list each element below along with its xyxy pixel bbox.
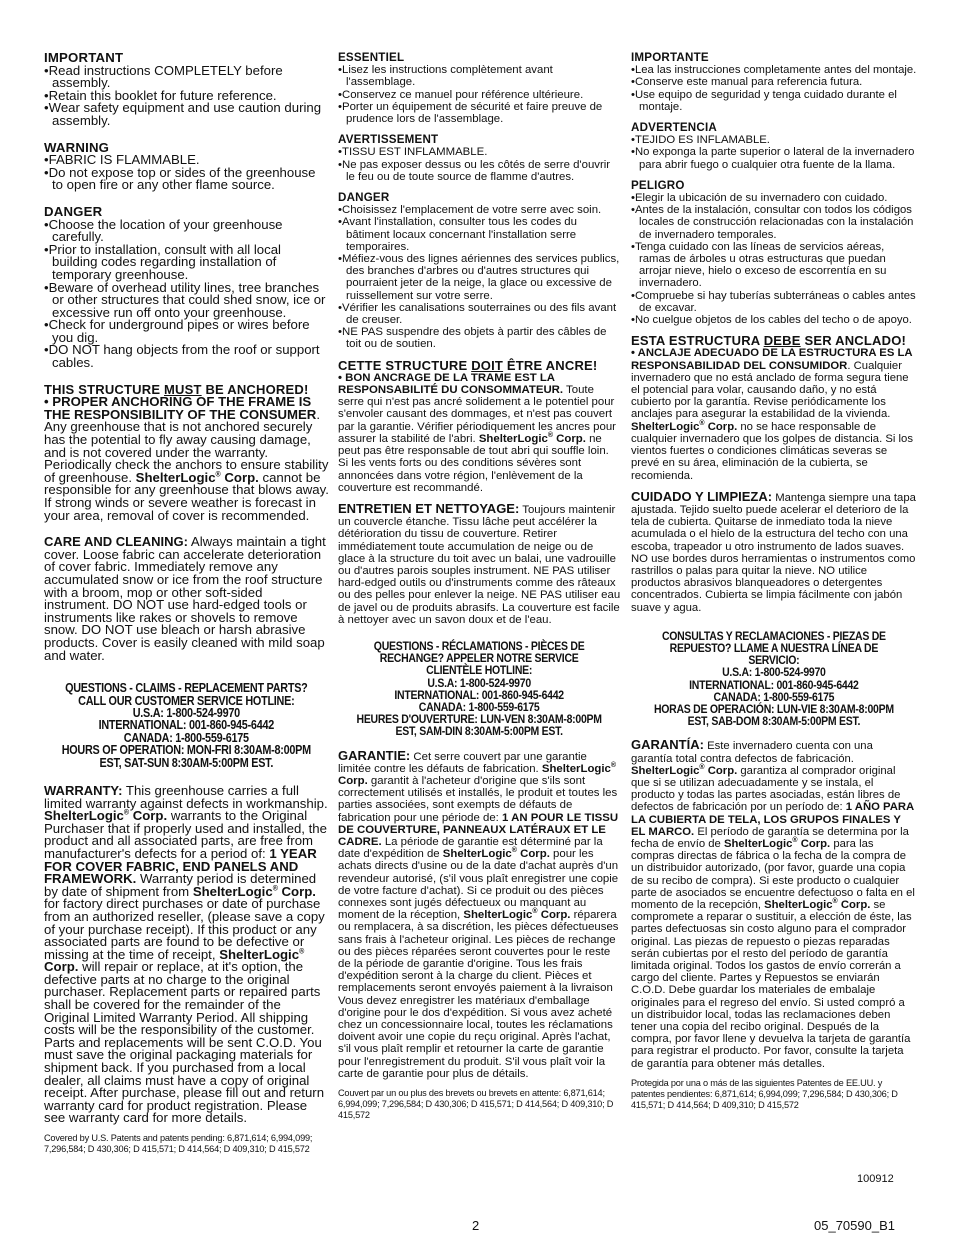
care-text [338, 500, 621, 626]
text-span: ® [532, 908, 538, 916]
important-section [44, 52, 329, 128]
list-item: • FABRIC IS FLAMMABLE. [44, 154, 329, 167]
important-list [631, 64, 917, 113]
list-item: • Lisez les instructions complètement avant l'assemblage. [338, 64, 621, 88]
text-span: Corp. [44, 959, 79, 975]
care-text [44, 536, 329, 662]
text-span: ShelterLogic [631, 764, 700, 777]
important-heading: IMPORTANT [44, 50, 124, 65]
warning-heading: AVERTISSEMENT [338, 133, 439, 147]
text-span: MUST [164, 381, 202, 397]
text-span: . [316, 406, 320, 422]
hotline-line: CONSULTAS Y RECLAMACIONES - PIEZAS DE [662, 628, 886, 643]
anchor-section [631, 335, 917, 481]
text-span: will repair or replace, at it's option, the defective parts at no charge to the original purchaser. Replacement parts or repaired parts shall be covered for the remainder of the Original Limited Warranty Period. All shipping costs will be the responsibility of the customer. Parts and replacements will be sent C.O.D. You must save the original packaging materials for shipment back. If you purchased from a local dealer, all claims must have a copy of original receipt. After purchase, please fill out and return warranty card for product registration. Please see warranty card for more details. [44, 959, 325, 1126]
text-span: ShelterLogic [478, 432, 548, 445]
danger-section [44, 203, 329, 371]
anchor-text [631, 347, 917, 481]
list-item: • Elegir la ubicación de su invernadero con cuidado. [631, 192, 917, 204]
text-span: Corp. [220, 469, 259, 485]
text-span: pour les achats directs d'usine ou de la date d'achat auprès d'un revendeur autorisé, (s'il vous plaît enregistrer une copie de votre facture d'achat). Si ce produit ou des pièces connexes sont jugés défectueux ou manquant au moment de la réception, [338, 848, 619, 922]
text-span: 1 YEAR FOR COVER FABRIC, END PANELS AND FRAMEWORK. [44, 845, 317, 887]
danger-list [631, 192, 917, 326]
french-column [338, 52, 621, 1121]
text-span: 1 AN POUR LE TISSU DE COUVERTURE, PANNEAUX LATÉRAUX ET LE CADRE. [338, 811, 619, 848]
text-span: Corp. [837, 899, 871, 911]
list-item: • Antes de la instalación, consultar con todos los códigos locales de construcción relacionadas con la instalación de invernadero temporales. [631, 204, 917, 241]
text-span: This greenhouse carries a full limited warranty against defects in workmanship. [44, 782, 328, 811]
text-span: ® [699, 419, 705, 427]
list-item: • Choose the location of your greenhouse carefully. [44, 219, 329, 244]
text-span: GARANTIE: [338, 747, 411, 763]
warning-list [631, 134, 917, 171]
hotline-block [44, 682, 328, 769]
text-span: ShelterLogic [541, 762, 611, 775]
text-span: ShelterLogic [44, 808, 124, 824]
important-section [338, 52, 621, 125]
hotline-line: RECHANGE? APPELER NOTRE SERVICE [380, 651, 579, 666]
text-span: réparera ou remplacera, à sa discrétion, les pièces défectueuses sans frais à l'acheteur original. Les pièces de rechange ou des pièces réparées seront couvertes pour le reste de la période de garantie d'origine. Tous les frais d'expédition seront à la charge du client. Pièces et remplacements seront envoyés paiement à la livraison Vous devez enregistrer les matériaux d'emballage d'origine pour le dos d'expédition. Si vous avez acheté chez un concessionnaire local, toutes les réclamations doivent avoir une copie du reçu original. Après l'achat, s'il vous plaît remplir et retourner la carte de garantie pour l'enregistrement du produit. S'il vous plaît voir la carte de garantie pour plus de détails. [338, 909, 619, 1080]
warranty-section [631, 739, 917, 1110]
hotline-line: CLIENTÈLE HOTLINE: [426, 663, 533, 678]
danger-heading: PELIGRO [631, 178, 685, 192]
text-span: . [847, 359, 851, 372]
text-span: 1 AÑO PARA LA CUBIERTA DE TELA, LOS GRUPOS FINALES Y EL MARCO. [631, 801, 914, 838]
danger-heading: DANGER [338, 191, 390, 205]
text-span: se compromete a reparar o sustituir, a elección de éste, las partes defectuosas sin costo alguno para el comprador original. Las piezas de repuesto o piezas reparadas serán cubiertas por el resto del período de garantía limitada original. Todos los gastos de envío correrán a cargo del cliente. Partes y Repuestos se enviarán C.O.D. Debe guardar los materiales de embalaje originales para el regreso del envío. Si usted compró a un distribuidor local, todas las reclamaciones deben tener una copia del recibo original. Después de la compra, por favor llene y devuelva la tarjeta de garantía para registrar el producto. Por favor, consulte la tarjeta de garantía para obtener más detalles. [631, 899, 912, 1070]
list-item: • No cuelgue objetos de los cables del techo o de apoyo. [631, 314, 917, 326]
list-item: • Ne pas exposer dessus ou les côtés de serre d'ouvrir le feu ou de toute source de flamme d'autres. [338, 159, 621, 183]
text-span: Corp. [129, 808, 168, 824]
warning-section [338, 134, 621, 183]
text-span: para las compras directas de fábrica o la fecha de la compra de un distribuidor autorizado, (por favor, guarde una copia de su recibo de compra). Si este producto o cualquier parte de asociados se encuentre defectuoso o falta en el momento de la recepción, [631, 837, 915, 911]
text-span: ÊTRE ANCRE! [503, 357, 598, 373]
text-span: ESTA ESTRUCTURA [631, 333, 764, 349]
hotline-line: U.S.A: 1-800-524-9970 [722, 665, 826, 680]
warranty-text [338, 747, 621, 1080]
hotline-line: CANADA: 1-800-559-6175 [124, 730, 249, 745]
anchor-text [338, 372, 621, 494]
important-list [44, 62, 329, 128]
hotline-line: INTERNATIONAL: 001-860-945-6442 [394, 687, 565, 702]
text-span: La période de garantie est déterminé par la date d'expédition de [338, 835, 603, 861]
text-span: ShelterLogic [192, 883, 273, 899]
hotline-line: CANADA: 1-800-559-6175 [713, 689, 835, 704]
patent-notice: Couvert par un ou plus des brevets ou brevets en attente: 6,871,614; 6,994,099; 7,296,584; D 430,306; D 415,571; D 414,564; D 409,310; D 415,572 [338, 1088, 614, 1121]
text-span: ne peut pas être responsable de tout abri qui souffle loin. Si les vents forts ou des conditions sévères sont annoncées dans votre région, l'enlèvement de la couverture est recommandé. [338, 432, 609, 494]
text-span: • PROPER ANCHORING OF THE FRAME IS THE RESPONSIBILITY OF THE CONSUMER [44, 394, 317, 422]
text-span: CUIDADO Y LIMPIEZA: [631, 488, 773, 504]
warning-section [44, 139, 329, 193]
danger-list [44, 216, 329, 371]
danger-section [631, 180, 917, 326]
list-item: • Retain this booklet for future reference. [44, 90, 329, 103]
text-span: ShelterLogic [135, 469, 216, 485]
text-span: ENTRETIEN ET NETTOYAGE: [338, 500, 520, 516]
hotline-block [631, 630, 916, 728]
text-span: Cualquier invernadero que no está anclado de forma segura tiene el potencial para volar, causando daño, y no está cubierto por la garantía. Revise periódicamente los anclajes para asegurar la estabilidad de la vivienda. [631, 359, 909, 421]
hotline-line: SERVICIO: [748, 653, 800, 668]
date-code: 100912 [857, 1173, 894, 1185]
text-span: CETTE STRUCTURE [338, 357, 472, 373]
list-item: • Prior to installation, consult with all local building codes regarding installation of temporary greenhouse. [44, 244, 329, 282]
important-heading: ESSENTIEL [338, 51, 405, 64]
text-span: ® [123, 809, 130, 817]
text-span: ® [272, 885, 278, 893]
text-span: ® [215, 471, 221, 479]
english-column [44, 52, 329, 1155]
text-span: ® [547, 432, 553, 440]
warning-heading: WARNING [44, 139, 110, 155]
hotline-line: EST, SAB-DOM 8:30AM-5:00PM EST. [687, 714, 861, 729]
text-span: Warranty period is determined by date of shipment from [44, 871, 317, 899]
hotline-line: U.S.A: 1-800-524-9970 [427, 675, 532, 690]
hotline-line: HOURS OF OPERATION: MON-FRI 8:30AM-8:00PM [61, 743, 312, 758]
text-span: Corp. [797, 837, 831, 850]
document-code: 05_70590_B1 [814, 1218, 895, 1233]
list-item: • Conservez ce manuel pour référence ultérieure. [338, 89, 621, 101]
text-span: • ANCLAJE ADECUADO DE LA ESTRUCTURA ES LA RESPONSABILIDAD DEL CONSUMIDOR [631, 347, 913, 372]
anchor-heading [338, 357, 621, 373]
care-section [44, 536, 329, 662]
text-span: Corp. [537, 909, 571, 922]
list-item: • Compruebe si hay tuberías subterráneas o cables antes de excavar. [631, 290, 917, 314]
text-span: ShelterLogic [723, 837, 793, 850]
text-span: ShelterLogic [463, 909, 533, 922]
hotline-line: EST, SAM-DIN 8:30AM-5:00PM EST. [395, 724, 564, 739]
text-span: garantit à l'acheteur d'origine que s'ils sont correctement utilisés et installés, le produit et toutes les parties associées, sont exempts de défauts de fabrication pour une période de: [338, 774, 618, 824]
text-span: no se hace responsable de cualquier invernadero que los golpes de distancia. Si los vientos fuertes o condiciones climáticas severas se prevé en su área, eliminación de la cubierta, se recomienda. [631, 420, 913, 482]
text-span: DOIT [471, 357, 504, 373]
warranty-text [631, 739, 917, 1069]
important-section [631, 52, 917, 113]
list-item: • Tenga cuidado con las líneas de servicios aéreas, ramas de árboles u otras estructuras que puedan arrojar nieve, hielo o exceso de escorrentía en su invernadero. [631, 241, 917, 290]
text-span: cannot be responsible for any greenhouse that blows away. If strong winds or severe weather is forecast in your area, removal of cover is recommended. [44, 469, 329, 523]
care-section [338, 500, 621, 626]
warranty-section [338, 747, 621, 1121]
warning-heading: ADVERTENCIA [631, 121, 717, 135]
hotline-line: EST, SAT-SUN 8:30AM-5:00PM EST. [99, 755, 274, 770]
warranty-section [44, 782, 329, 1155]
text-span: for factory direct purchases or date of purchase from an authorized reseller, (please save a copy of your purchase receipt). If this product or any associated parts are found to be defective or missing at the time of receipt, [44, 896, 325, 962]
list-item: • TISSU EST INFLAMMABLE. [338, 146, 621, 158]
text-span: Corp. [553, 432, 586, 445]
hotline-line: U.S.A: 1-800-524-9970 [132, 705, 241, 720]
anchor-text [44, 396, 329, 522]
list-item: • Conserve este manual para referencia futura. [631, 76, 917, 88]
hotline-line: INTERNATIONAL: 001-860-945-6442 [98, 718, 275, 733]
list-item: • Méfiez-vous des lignes aériennes des services publics, des branches d'arbres ou d'autres structures qui pourraient jeter de la neige, la glace ou excessive de ruissellement sur votre serre. [338, 253, 621, 302]
text-span: THIS STRUCTURE [44, 381, 164, 397]
hotline-block [338, 640, 620, 738]
text-span: ® [792, 837, 798, 845]
text-span: ® [299, 948, 305, 956]
hotline-line: CALL OUR CUSTOMER SERVICE HOTLINE: [78, 693, 295, 708]
warning-list [338, 146, 621, 183]
text-span: DEBE [763, 333, 801, 349]
text-span: Mantenga siempre una tapa ajustada. Tejido suelto puede acelerar el deterioro de la tela de cubierta. Quitarse de inmediato toda la nieve acumulada o el hielo de la estructura del techo con una escoba, trapeador u otro instrumento de lados suaves. NO use bordes duros herramientas o instrumentos como rastrillos o palas para quitar la nieve. NO utilice productos abrasivos blanqueadores o detergentes concentrados. Cubierta se limpia fácilmente con jabón suave y agua. [631, 491, 916, 614]
list-item: • Wear safety equipment and use caution during assembly. [44, 102, 329, 127]
danger-heading: DANGER [44, 203, 103, 219]
list-item: • TEJIDO ES INFLAMABLE. [631, 134, 917, 146]
list-item: • Avant l'installation, consulter tous les codes du bâtiment locaux concernant l'installation serre temporaires. [338, 216, 621, 253]
hotline-line: HORAS DE OPERACIÓN: LUN-VIE 8:30AM-8:00PM [654, 701, 894, 716]
text-span: • BON ANCRAGE DE LA TRAME EST LA RESPONSABILITÉ DU CONSOMMATEUR. [338, 371, 564, 397]
text-span: ® [832, 898, 838, 906]
text-span: WARRANTY: [44, 782, 123, 798]
list-item: • Use equipo de seguridad y tenga cuidado durante el montaje. [631, 89, 917, 113]
text-span: Este invernadero cuenta con una garantía total contra defectos de fabricación. [631, 740, 873, 765]
text-span: Always maintain a tight cover. Loose fabric can accelerate deterioration of cover fabric. Immediately remove any accumulated snow or ice from the roof structure with a broom, mop or other soft-sided instrument. DO NOT use hard-edged tools or instruments like rakes or shovels to remove snow. DO NOT use bleach or harsh abrasive products. Cover is easily cleaned with mild soap and water. [44, 534, 326, 663]
text-span: CARE AND CLEANING: [44, 534, 188, 550]
care-section [631, 488, 917, 614]
warning-list [44, 154, 329, 192]
text-span: Toujours maintenir un couvercle étanche. Tissu lâche peut accélérer la détérioration du tissu de couverture. Retirer immédiatement toute accumulation de neige ou de glace à la structure du toit avec un balai, une vadrouille ou d'autres parois souples instrument. NE PAS utiliser hard-edged outils ou d'instruments comme des râteaux ou des pelles pour enlever la neige. NE PAS utiliser eau de javel ou de produits abrasifs. La couverture est facile à nettoyer avec un savon doux et de l'eau. [338, 503, 621, 626]
text-span: Corp. [704, 764, 738, 777]
hotline-line: HEURES D'OUVERTURE: LUN-VEN 8:30AM-8:00PM [356, 712, 603, 727]
important-heading: IMPORTANTE [631, 51, 709, 64]
text-span: Corp. [277, 883, 316, 899]
text-span: BE ANCHORED! [201, 381, 309, 397]
text-span: ® [610, 761, 617, 769]
care-text [631, 488, 917, 614]
text-span: ShelterLogic [219, 946, 300, 962]
text-span: ShelterLogic [442, 848, 512, 861]
hotline-line: CANADA: 1-800-559-6175 [419, 699, 540, 714]
text-span: ® [699, 764, 705, 771]
spanish-column [631, 52, 917, 1111]
anchor-section [338, 357, 621, 494]
list-item: • Lea las instrucciones completamente antes del montaje. [631, 64, 917, 76]
list-item: • Check for underground pipes or wires before you dig. [44, 319, 329, 344]
text-span: El período de garantía se determina por la fecha de envío de [631, 825, 909, 850]
text-span: SER ANCLADO! [800, 333, 907, 349]
important-list [338, 64, 621, 125]
text-span: warrants to the Original Purchaser that if properly used and installed, the product and all associated parts, are free from manufacturer's defects for a period of: [44, 808, 327, 861]
warning-section [631, 122, 917, 171]
text-span: Corp. [704, 420, 738, 433]
list-item: • NE PAS suspendre des objets à partir des câbles de toit ou de soutien. [338, 326, 621, 350]
hotline-line: QUESTIONS - RÉCLAMATIONS - PIÈCES DE [374, 638, 585, 653]
text-span: GARANTÍA: [631, 737, 704, 753]
list-item: • Beware of overhead utility lines, tree branches or other structures that could shed snow, ice or excessive run off onto your greenhouse. [44, 282, 329, 320]
danger-section [338, 192, 621, 351]
text-span: Toute serre qui n'est pas ancré solidement a le potentiel pour s'envoler causant des dommages, et n'est pas couvert par la garantie. Vérifier périodiquement les ancres pour assurer la stabilité de l'abri. [338, 384, 616, 445]
text-span: ShelterLogic [764, 899, 833, 911]
text-span: Corp. [516, 848, 550, 861]
hotline-line: INTERNATIONAL: 001-860-945-6442 [689, 677, 859, 692]
list-item: • No exponga la parte superior o lateral de la invernadero para abrir fuego o cualquier otra fuente de la llama. [631, 146, 917, 170]
text-span: Corp. [338, 774, 368, 787]
list-item: • Read instructions COMPLETELY before assembly. [44, 65, 329, 90]
patent-notice: Covered by U.S. Patents and patents pending: 6,871,614; 6,994,099; 7,296,584; D 430,306; D 415,571; D 414,564; D 409,310; D 415,572 [44, 1133, 313, 1154]
list-item: • Vérifier les canalisations souterraines ou des fils avant de creuser. [338, 302, 621, 326]
anchor-section [44, 381, 329, 523]
text-span: Cet serre couvert par une garantie limitée contre les défauts de fabrication. [338, 750, 587, 775]
list-item: • Do not expose top or sides of the greenhouse to open fire or any other flame source. [44, 167, 329, 192]
hotline-line: QUESTIONS - CLAIMS - REPLACEMENT PARTS? [65, 681, 308, 696]
text-span: garantiza al comprador original que si se utilizan adecuadamente y se instala, el producto y todas las partes asociadas, están libres de defectos de fabricación por un período de: [631, 764, 901, 814]
list-item: • Choisissez l'emplacement de votre serre avec soin. [338, 204, 621, 216]
list-item: • DO NOT hang objects from the roof or support cables. [44, 344, 329, 369]
text-span: ShelterLogic [631, 420, 700, 433]
warranty-text [44, 782, 329, 1126]
patent-notice: Protegida por una o más de las siguientes Patentes de EE.UU. y patentes pendientes: 6,871,614; 6,994,099; 7,296,584; D 430,306; D 415,571; D 414,564; D 409,310; D 415,572 [631, 1077, 898, 1110]
hotline-line: REPUESTO? LLAME A NUESTRA LÍNEA DE [669, 640, 879, 655]
danger-list [338, 204, 621, 350]
list-item: • Porter un équipement de sécurité et faire preuve de prudence lors de l'assemblage. [338, 101, 621, 125]
anchor-heading [631, 335, 917, 347]
text-span: Any greenhouse that is not anchored securely has the potential to fly away causing damage, and is not covered under the warranty. Periodically check the anchors to ensure stability of greenhouse. [44, 419, 329, 485]
page-number: 2 [472, 1218, 480, 1233]
text-span: ® [511, 847, 517, 855]
